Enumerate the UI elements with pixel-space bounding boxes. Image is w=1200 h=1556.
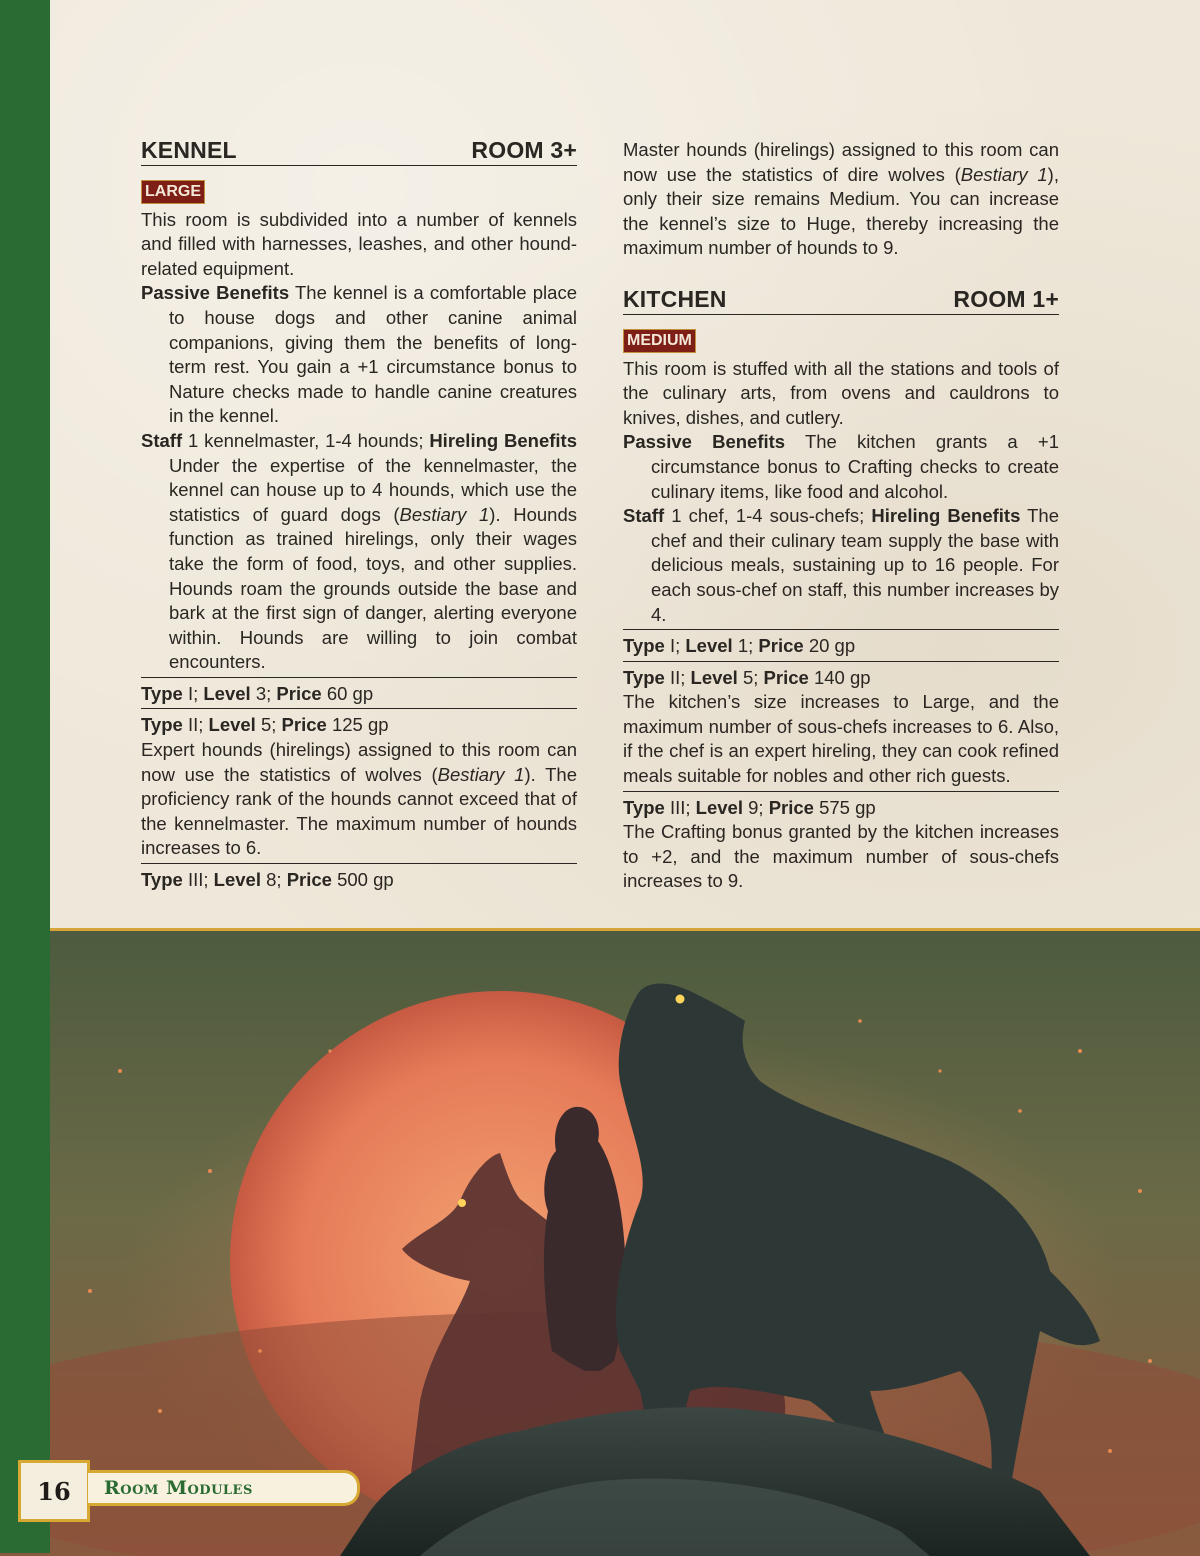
staff-text: 1 chef, 1-4 sous-chefs;: [664, 505, 872, 527]
level-label: Level: [213, 869, 261, 891]
price-value: 500 gp: [337, 869, 394, 891]
sep: ;: [203, 869, 214, 891]
type-value: III: [187, 869, 204, 891]
sep: ;: [198, 714, 209, 736]
kennel-staff: [141, 429, 577, 675]
hireling-text-end: ). Hounds function as trained hirelings, only their wages take the form of food, toys, and other supplies. Hounds roam the grounds outside the base and bark at the first sign of danger, alerting everyone within. Hounds are willing to join combat encounters.: [169, 503, 577, 673]
sep: ;: [685, 796, 696, 818]
staff-text: 1 kennelmaster, 1-4 hounds;: [182, 429, 430, 451]
kitchen-type-3-text: The Crafting bonus granted by the kitchen increases to +2, and the maximum number of sous-chefs increases to 9.: [623, 821, 1059, 892]
illustration-svg: [0, 931, 1200, 1556]
type-text: Expert hounds (hirelings) assigned to this room can now use the statistics of wolves (: [141, 739, 577, 785]
level-value: 1: [737, 635, 749, 657]
kennel-type-3-text: [623, 138, 1059, 261]
type-value: III: [669, 796, 686, 818]
sep: ;: [276, 869, 287, 891]
kitchen-type-3: [623, 791, 1059, 821]
kennel-type-1: [141, 677, 577, 707]
staff-label: Staff: [623, 505, 665, 527]
sep: ;: [193, 682, 204, 704]
price-label: Price: [276, 682, 322, 704]
kitchen-room-label: ROOM 1+: [953, 285, 1059, 312]
kennel-type-2-text: [141, 738, 577, 861]
type-label: Type: [623, 796, 665, 818]
sep: ;: [748, 635, 759, 657]
level-label: Level: [685, 635, 733, 657]
level-value: 5: [742, 666, 754, 688]
price-label: Price: [758, 635, 804, 657]
sep: ;: [271, 714, 282, 736]
kennel-room-label: ROOM 3+: [471, 137, 577, 163]
level-label: Level: [208, 714, 256, 736]
type-label: Type: [623, 666, 665, 688]
kitchen-staff: [623, 504, 1059, 627]
kitchen-passive-benefits: [623, 430, 1059, 504]
sep: ;: [753, 666, 764, 688]
kitchen-type-2-text: The kitchen’s size increases to Large, and the maximum number of sous-chefs increases to 6. Also, if the chef is an expert hireling, they can cook refined meals suitable for nobles and other rich guests.: [623, 691, 1059, 787]
price-label: Price: [281, 714, 327, 736]
type-value: I: [669, 635, 676, 657]
kennel-type-2: [141, 708, 577, 738]
kennel-header: [141, 138, 577, 166]
kennel-type-3: [141, 863, 577, 893]
kennel-size-tag: LARGE: [141, 180, 205, 204]
kitchen-type-2: [623, 661, 1059, 691]
staff-label: Staff: [141, 429, 183, 451]
page-number: 16: [18, 1460, 90, 1522]
kitchen-size-tag: MEDIUM: [623, 329, 696, 353]
type-label: Type: [141, 869, 183, 891]
type-text-end: ), only their size remains Medium. You can increase the kennel’s size to Huge, thereby increasing the maximum number of hounds to 9.: [623, 163, 1059, 259]
kennel-passive-benefits: [141, 281, 577, 429]
level-label: Level: [690, 666, 738, 688]
passive-text: The kitchen grants a +1 circumstance bonus to Crafting checks to create culinary items, like food and alcohol.: [651, 431, 1059, 502]
green-spine: [0, 0, 50, 1553]
hireling-text: Under the expertise of the kennelmaster, the kennel can house up to 4 hounds, which use the statistics of guard dogs (: [169, 454, 577, 525]
level-label: Level: [695, 796, 743, 818]
price-value: 140 gp: [813, 666, 871, 688]
kitchen-title: KITCHEN: [623, 285, 727, 312]
kitchen-type-1: [623, 629, 1059, 659]
price-value: 575 gp: [819, 796, 876, 818]
price-value: 60 gp: [326, 682, 374, 704]
bestiary-ref: Bestiary 1: [399, 503, 490, 525]
passive-text: The kennel is a comfortable place to house dogs and other canine animal companions, giving them the benefits of long-term rest. You gain a +1 circumstance bonus to Nature checks made to handle canine creatures in the kennel.: [169, 282, 577, 427]
sep: ;: [680, 666, 691, 688]
level-label: Level: [203, 682, 251, 704]
level-value: 5: [260, 714, 272, 736]
price-value: 125 gp: [331, 714, 389, 736]
type-text: Master hounds (hirelings) assigned to this room can now use the statistics of dire wolves (: [623, 139, 1059, 185]
wolves-illustration: [0, 928, 1200, 1556]
kitchen-column: [623, 138, 1059, 894]
level-value: 8: [266, 869, 277, 891]
type-label: Type: [141, 682, 183, 704]
passive-label: Passive Benefits: [141, 282, 290, 304]
price-label: Price: [286, 869, 332, 891]
level-value: 3: [255, 682, 267, 704]
level-value: 9: [748, 796, 759, 818]
type-text-end: ). The proficiency rank of the hounds cannot exceed that of the kennelmaster. The maximum number of hounds increases to 6.: [141, 763, 578, 859]
kitchen-description: This room is stuffed with all the stations and tools of the culinary arts, from ovens and cauldrons to knives, dishes, and cutlery.: [623, 357, 1059, 428]
price-label: Price: [768, 796, 814, 818]
kennel-title: KENNEL: [141, 137, 237, 163]
passive-label: Passive Benefits: [623, 431, 786, 453]
type-label: Type: [623, 635, 665, 657]
type-value: II: [187, 714, 199, 736]
big-wolf-eye: [676, 995, 685, 1004]
kennel-section: [141, 138, 577, 893]
type-value: II: [669, 666, 681, 688]
hireling-text: The chef and their culinary team supply the base with delicious meals, sustaining up to 16 people. For each sous-chef on staff, this number increases by 4.: [651, 505, 1060, 625]
price-label: Price: [763, 666, 809, 688]
hireling-label: Hireling Benefits: [429, 429, 577, 451]
bestiary-ref: Bestiary 1: [960, 163, 1048, 185]
sep: ;: [266, 682, 277, 704]
sep: ;: [675, 635, 686, 657]
kitchen-header: [623, 287, 1059, 315]
type-value: I: [187, 682, 194, 704]
section-title: Room Modules: [88, 1470, 360, 1506]
kennel-description: This room is subdivided into a number of kennels and filled with harnesses, leashes, and other hound-related equipment.: [141, 208, 577, 279]
sep: ;: [758, 796, 769, 818]
bestiary-ref: Bestiary 1: [437, 763, 525, 785]
price-value: 20 gp: [808, 635, 856, 657]
left-wolf-eye: [458, 1199, 466, 1207]
hireling-label: Hireling Benefits: [871, 505, 1021, 527]
type-label: Type: [141, 714, 183, 736]
